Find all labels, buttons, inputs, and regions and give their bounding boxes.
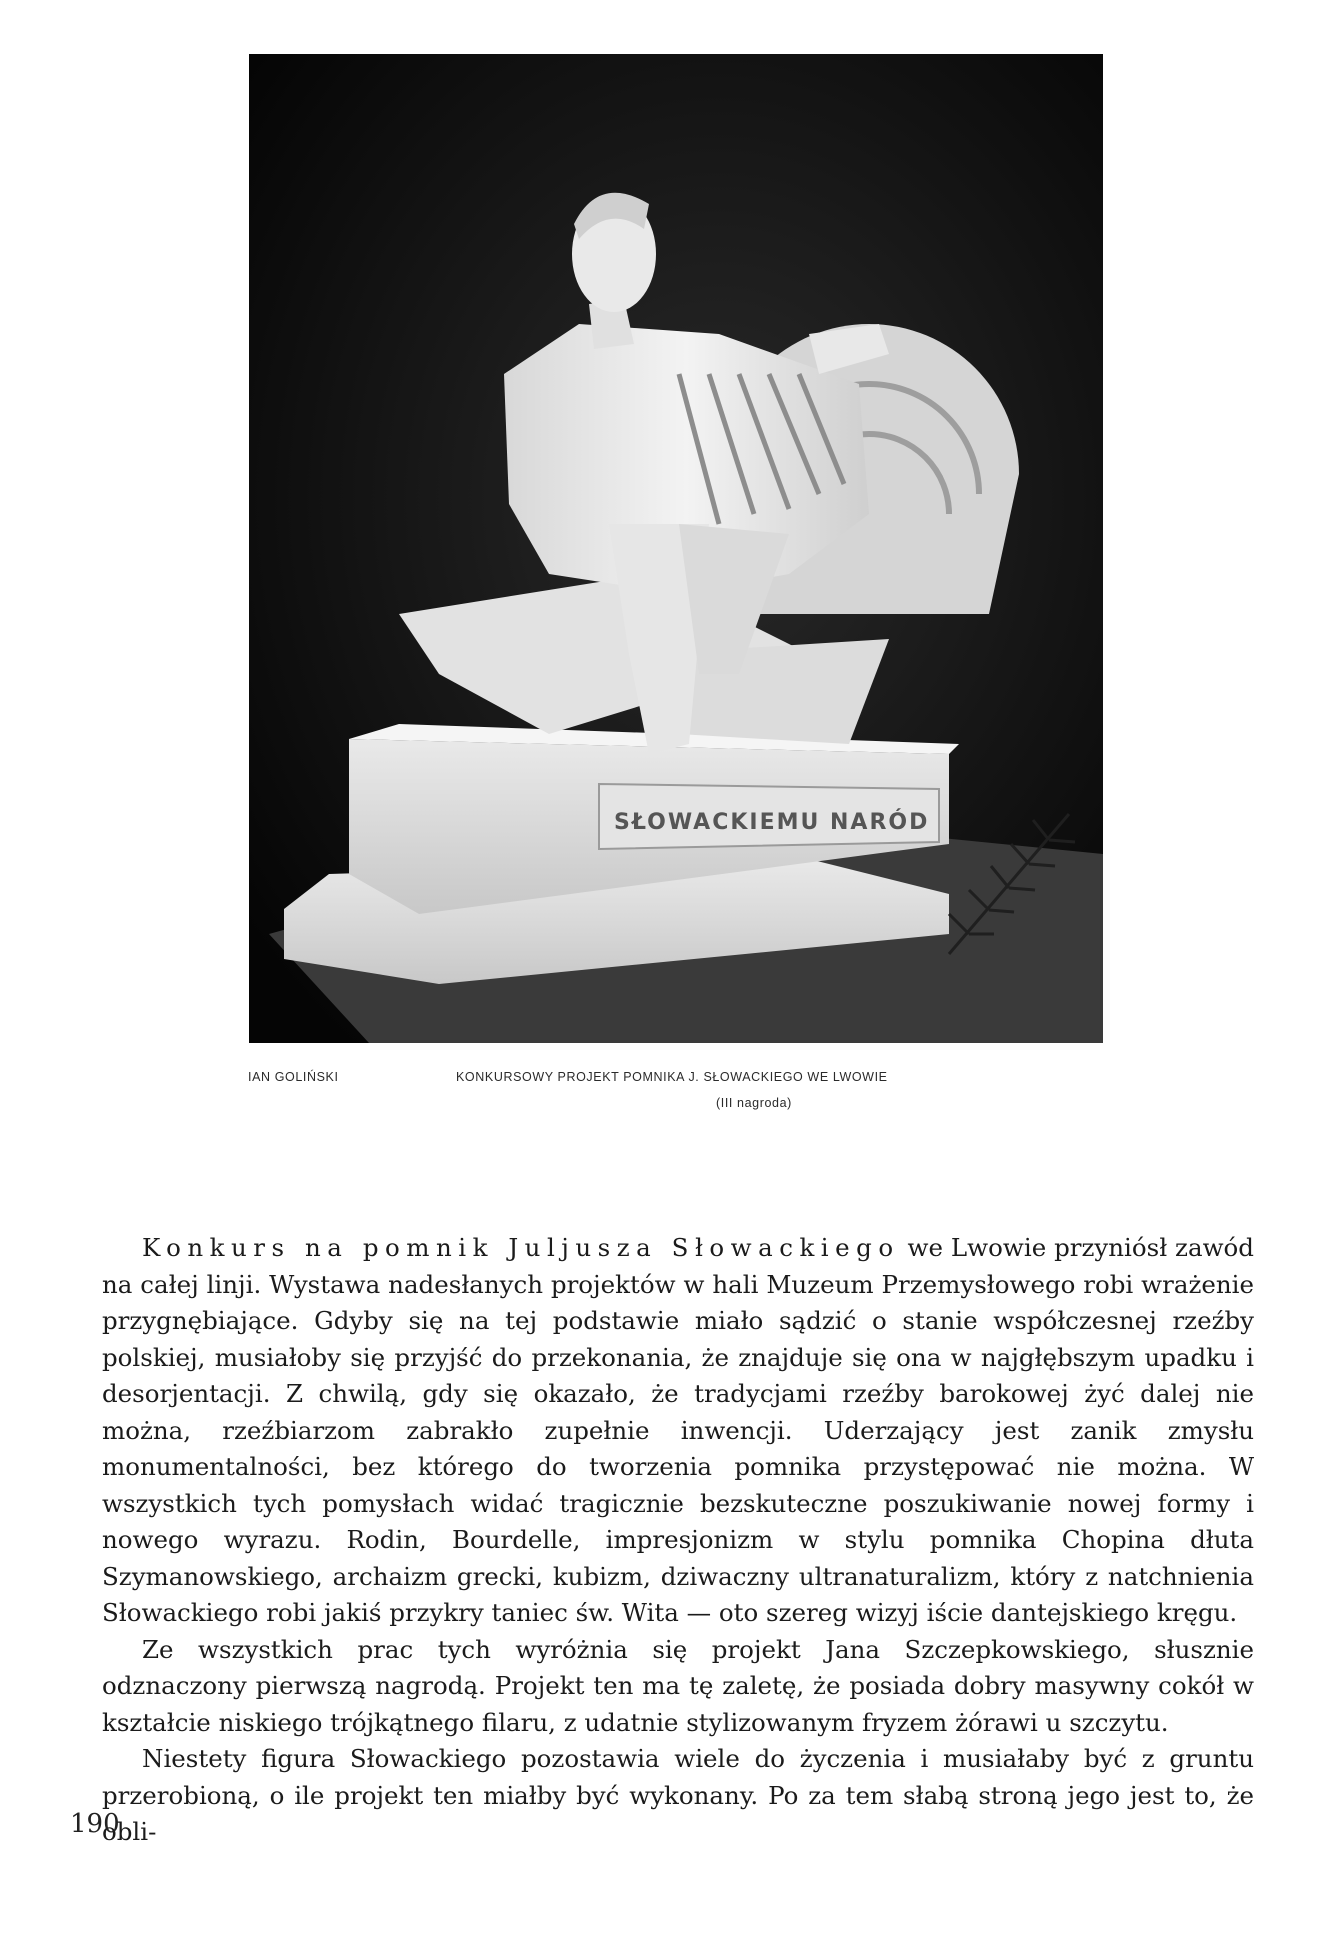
paragraph-1-text: we Lwowie przyniósł zawód na całej linji. Wystawa nadesłanych projektów w hali Muzeum Przemysłowego robi wrażenie przygnębiające. Gdyby się na tej podstawie miało sądzić o stanie współczesnej rzeźby polskiej, musiałoby się przyjść do przekonania, że znajduje się ona w najgłębszym upadku i desorjentacji. Z chwilą, gdy się okazało, że tradycjami rzeźby barokowej żyć dalej nie można, rzeźbiarzom zabrakło zupełnie inwencji. Uderzający jest zanik zmysłu monumentalności, bez którego do tworzenia pomnika przystępować nie można. W wszystkich tych pomysłach widać tragicznie bezskuteczne poszukiwanie nowej formy i nowego wyrazu. Rodin, Bourdelle, impresjonizm w stylu pomnika Chopina dłuta Szymanowskiego, archaizm grecki, kubizm, dziwaczny ultranaturalizm, który z natchnienia Słowackiego robi jakiś przykry taniec św. Wita — oto szereg wizyj iście dantejskiego kręgu. (102, 1233, 1254, 1627)
article-body (102, 1230, 1254, 1851)
monument-photo (249, 54, 1103, 1043)
caption-author: IAN GOLIŃSKI (248, 1070, 339, 1084)
page-number: 190 (70, 1809, 120, 1839)
caption-title: KONKURSOWY PROJEKT POMNIKA J. SŁOWACKIEGO WE LWOWIE (456, 1070, 888, 1084)
caption-note: (III nagroda) (716, 1096, 792, 1110)
paragraph-1 (102, 1230, 1254, 1632)
inscription: SŁOWACKIEMU NARÓD (614, 810, 930, 835)
paragraph-2: Ze wszystkich prac tych wyróżnia się projekt Jana Szczepkowskiego, słusznie odznaczony pierwszą nagrodą. Projekt ten ma tę zaletę, że posiada dobry masywny cokół w kształcie niskiego trójkątnego filaru, z udatnie stylizowanym fryzem żórawi u szczytu. (102, 1634, 1254, 1737)
paragraph-1-lead: Konkurs na pomnik Juljusza Słowackiego (142, 1233, 900, 1262)
paragraph-3: Niestety figura Słowackiego pozostawia wiele do życzenia i musiałaby być z gruntu przerobioną, o ile projekt ten miałby być wykonany. Po za tem słabą stroną jego jest to, że obli- (102, 1744, 1254, 1846)
